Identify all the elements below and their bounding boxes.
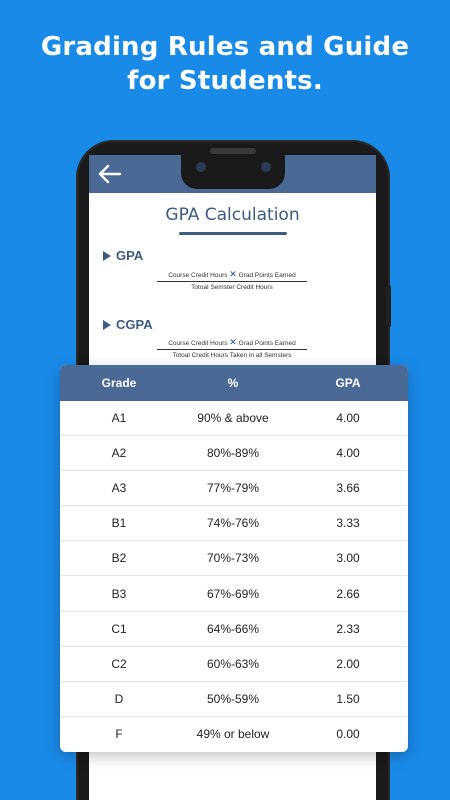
cell-percent: 67%-69% bbox=[206, 586, 260, 601]
cell-percent: 90% & above bbox=[197, 411, 269, 426]
play-triangle-icon bbox=[103, 251, 111, 261]
cell-percent: 49% or below bbox=[196, 727, 270, 742]
table-row bbox=[60, 717, 408, 752]
phone-notch bbox=[181, 155, 285, 189]
cell-grade: F bbox=[115, 727, 123, 742]
cell-gpa: 3.33 bbox=[336, 516, 360, 531]
cell-grade: B1 bbox=[111, 516, 127, 531]
cgpa-formula-numerator bbox=[157, 337, 307, 348]
gpa-label: GPA bbox=[116, 248, 144, 263]
table-row bbox=[60, 436, 408, 471]
headline-line-2: for Students. bbox=[127, 66, 323, 96]
cgpa-section-label bbox=[103, 317, 153, 332]
cell-percent: 77%-79% bbox=[206, 481, 260, 496]
headline-line-1: Grading Rules and Guide bbox=[40, 32, 410, 62]
cell-gpa: 2.33 bbox=[336, 621, 360, 636]
cgpa-fraction-line bbox=[157, 349, 307, 350]
cell-grade: C2 bbox=[111, 656, 127, 671]
gpa-formula-numerator bbox=[157, 269, 307, 280]
cell-gpa: 3.00 bbox=[336, 551, 360, 566]
cell-gpa: 4.00 bbox=[336, 446, 360, 461]
cell-gpa: 1.50 bbox=[336, 691, 360, 706]
title-underline bbox=[179, 232, 287, 235]
cell-grade: A1 bbox=[111, 411, 127, 426]
phone-side-button bbox=[386, 285, 391, 327]
cgpa-numerator-right: Grad Points Earned bbox=[238, 340, 296, 347]
front-camera-icon bbox=[196, 162, 206, 172]
play-triangle-icon bbox=[103, 320, 111, 330]
gpa-fraction-line bbox=[157, 281, 307, 282]
table-row bbox=[60, 506, 408, 541]
times-icon: ✕ bbox=[229, 337, 237, 347]
cell-gpa: 3.66 bbox=[336, 481, 360, 496]
gpa-formula-denominator: Totoal Semster Credit Hours bbox=[191, 284, 273, 291]
cell-gpa: 2.66 bbox=[336, 586, 360, 601]
cell-grade: D bbox=[114, 691, 124, 706]
table-row bbox=[60, 576, 408, 611]
cell-gpa: 0.00 bbox=[336, 727, 360, 742]
page-title: GPA Calculation bbox=[165, 205, 300, 225]
table-row bbox=[60, 401, 408, 436]
cell-percent: 50%-59% bbox=[206, 691, 260, 706]
cell-grade: A2 bbox=[111, 446, 127, 461]
header-percent: % bbox=[227, 376, 239, 390]
cell-percent: 60%-63% bbox=[206, 656, 260, 671]
times-icon: ✕ bbox=[229, 269, 237, 279]
cell-percent: 64%-66% bbox=[206, 621, 260, 636]
header-grade: Grade bbox=[101, 376, 137, 390]
gpa-numerator-left: Course Credit Hours bbox=[168, 272, 228, 279]
cell-grade: C1 bbox=[111, 621, 127, 636]
headline bbox=[0, 30, 450, 98]
grade-table-body bbox=[60, 401, 408, 752]
header-gpa: GPA bbox=[335, 376, 361, 390]
cell-grade: B3 bbox=[111, 586, 127, 601]
cell-gpa: 2.00 bbox=[336, 656, 360, 671]
grade-table-header bbox=[60, 365, 408, 401]
table-row bbox=[60, 682, 408, 717]
cell-gpa: 4.00 bbox=[336, 411, 360, 426]
table-row bbox=[60, 541, 408, 576]
back-button[interactable] bbox=[95, 159, 125, 189]
cgpa-label: CGPA bbox=[116, 317, 153, 332]
cell-percent: 74%-76% bbox=[206, 516, 260, 531]
arrow-left-icon bbox=[98, 164, 122, 184]
gpa-numerator-right: Grad Points Earned bbox=[238, 272, 296, 279]
grade-table bbox=[60, 365, 408, 752]
cell-percent: 70%-73% bbox=[206, 551, 260, 566]
cgpa-numerator-left: Course Credit Hours bbox=[168, 340, 228, 347]
cell-grade: A3 bbox=[111, 481, 127, 496]
table-row bbox=[60, 647, 408, 682]
table-row bbox=[60, 612, 408, 647]
cell-grade: B2 bbox=[111, 551, 127, 566]
front-sensor-icon bbox=[261, 162, 271, 172]
phone-speaker bbox=[210, 148, 256, 154]
table-row bbox=[60, 471, 408, 506]
gpa-section-label bbox=[103, 248, 143, 263]
cgpa-formula-denominator: Totoal Credit Hours Taken in all Semsters bbox=[172, 352, 292, 359]
cell-percent: 80%-89% bbox=[206, 446, 260, 461]
